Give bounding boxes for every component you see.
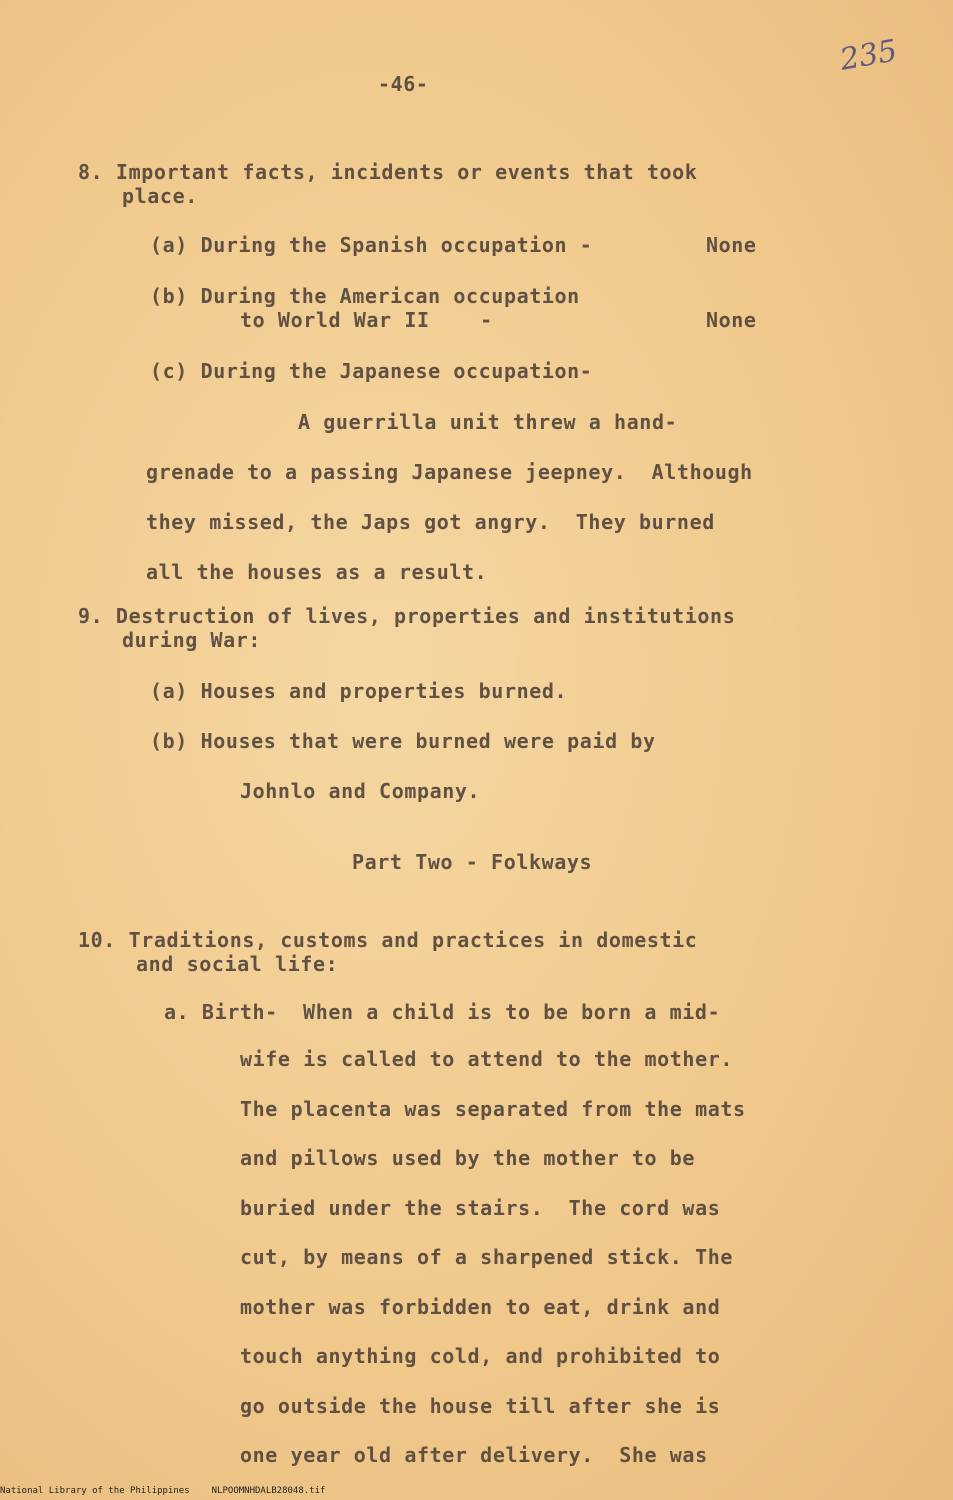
item-8c-para-1: A guerrilla unit threw a hand- bbox=[298, 410, 678, 434]
item-10-heading-cont: and social life: bbox=[136, 952, 339, 976]
item-10a-line-5: buried under the stairs. The cord was bbox=[240, 1196, 721, 1220]
item-8a-value: None bbox=[706, 233, 757, 257]
item-8a: (a) During the Spanish occupation - bbox=[150, 233, 593, 257]
item-10-heading: 10. Traditions, customs and practices in domestic bbox=[78, 928, 698, 952]
item-8-heading-cont: place. bbox=[122, 184, 198, 208]
item-8c-para-4: all the houses as a result. bbox=[146, 560, 488, 584]
item-10a-line-9: go outside the house till after she is bbox=[240, 1394, 721, 1418]
page-number: -46- bbox=[378, 72, 429, 96]
item-9a: (a) Houses and properties burned. bbox=[150, 679, 568, 703]
item-10a-line-2: wife is called to attend to the mother. bbox=[240, 1047, 733, 1071]
item-8-heading: 8. Important facts, incidents or events that took bbox=[78, 160, 698, 184]
item-8c-para-2: grenade to a passing Japanese jeepney. Although bbox=[146, 460, 753, 484]
item-10a-line-8: touch anything cold, and prohibited to bbox=[240, 1344, 721, 1368]
item-9-heading: 9. Destruction of lives, properties and institutions bbox=[78, 604, 736, 628]
item-8c: (c) During the Japanese occupation- bbox=[150, 359, 593, 383]
item-8b: (b) During the American occupation bbox=[150, 284, 580, 308]
item-8c-para-3: they missed, the Japs got angry. They burned bbox=[146, 510, 715, 534]
item-10a-line-7: mother was forbidden to eat, drink and bbox=[240, 1295, 721, 1319]
footer-library: National Library of the Philippines bbox=[0, 1486, 190, 1496]
item-8b-value: None bbox=[706, 308, 757, 332]
item-8b-cont: to World War II - bbox=[240, 308, 493, 332]
item-10a-line-6: cut, by means of a sharpened stick. The bbox=[240, 1245, 733, 1269]
item-10a-line-10: one year old after delivery. She was bbox=[240, 1443, 708, 1467]
item-9b-cont: Johnlo and Company. bbox=[240, 779, 481, 803]
section-heading: Part Two - Folkways bbox=[352, 850, 593, 874]
footer-file-id: NLPOOMNHDALB28048.tif bbox=[211, 1486, 326, 1496]
item-9b: (b) Houses that were burned were paid by bbox=[150, 729, 656, 753]
handwritten-page-number: 235 bbox=[837, 33, 900, 78]
item-10a-line-4: and pillows used by the mother to be bbox=[240, 1146, 696, 1170]
scan-footer bbox=[0, 1486, 347, 1496]
item-10a-line-1: a. Birth- When a child is to be born a mid- bbox=[164, 1000, 721, 1024]
item-9-heading-cont: during War: bbox=[122, 628, 262, 652]
item-10a-line-3: The placenta was separated from the mats bbox=[240, 1097, 746, 1121]
